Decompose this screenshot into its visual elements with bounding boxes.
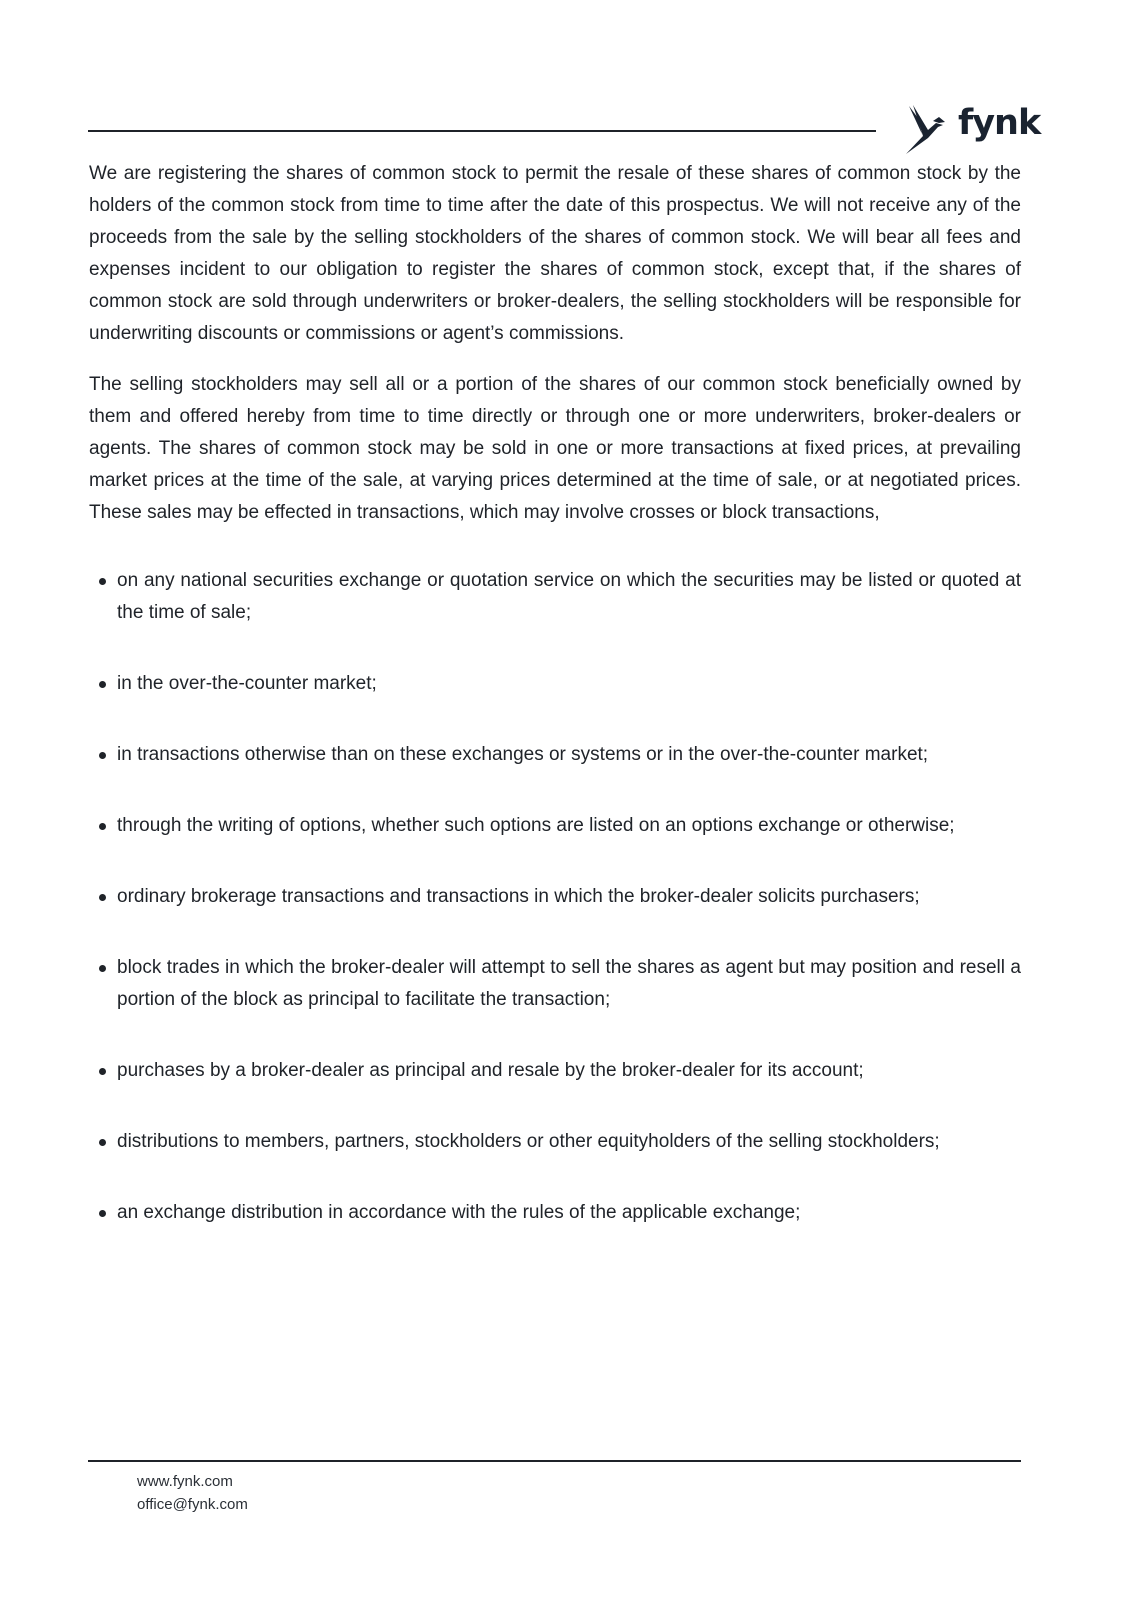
- bullet-dot-icon: [99, 894, 106, 901]
- list-item: purchases by a broker-dealer as principal and resale by the broker-dealer for its account;: [89, 1055, 1021, 1087]
- logo-wordmark: fynk: [958, 103, 1041, 143]
- bullet-dot-icon: [99, 1139, 106, 1146]
- paragraph-selling-stockholders: The selling stockholders may sell all or a portion of the shares of our common stock beneficially owned by them and offered hereby from time to time directly or through one or more underwriters, broker-dealers or agents. The shares of common stock may be sold in one or more transactions at fixed prices, at prevailing market prices at the time of the sale, at varying prices determined at the time of sale, or at negotiated prices. These sales may be effected in transactions, which may involve crosses or block transactions,: [89, 374, 1021, 523]
- bullet-dot-icon: [99, 1210, 106, 1217]
- bullet-dot-icon: [99, 752, 106, 759]
- list-item: ordinary brokerage transactions and transactions in which the broker-dealer solicits purchasers;: [89, 881, 1021, 913]
- footer-email-link[interactable]: office@fynk.com: [137, 1496, 248, 1513]
- footer-divider: [88, 1460, 1021, 1462]
- fynk-logo: [906, 104, 1046, 156]
- footer-contact: [137, 1470, 248, 1516]
- list-item: distributions to members, partners, stockholders or other equityholders of the selling stockholders;: [89, 1126, 1021, 1158]
- document-body: [89, 158, 1021, 1268]
- list-item: block trades in which the broker-dealer will attempt to sell the shares as agent but may position and resell a portion of the block as principal to facilitate the transaction;: [89, 952, 1021, 1016]
- list-item: on any national securities exchange or quotation service on which the securities may be listed or quoted at the time of sale;: [89, 565, 1021, 629]
- bullet-dot-icon: [99, 1068, 106, 1075]
- footer-website-link[interactable]: www.fynk.com: [137, 1473, 233, 1490]
- bullet-dot-icon: [99, 823, 106, 830]
- bullet-dot-icon: [99, 681, 106, 688]
- list-item: in transactions otherwise than on these exchanges or systems or in the over-the-counter market;: [89, 739, 1021, 771]
- sale-methods-list: [89, 565, 1021, 1229]
- bullet-dot-icon: [99, 578, 106, 585]
- bullet-dot-icon: [99, 965, 106, 972]
- list-item: through the writing of options, whether such options are listed on an options exchange or otherwise;: [89, 810, 1021, 842]
- header-divider: [88, 130, 876, 132]
- paragraph-registration: We are registering the shares of common stock to permit the resale of these shares of common stock by the holders of the common stock from time to time after the date of this prospectus. We will not receive any of the proceeds from the sale by the selling stockholders of the shares of common stock. We will bear all fees and expenses incident to our obligation to register the shares of common stock, except that, if the shares of common stock are sold through underwriters or broker-dealers, the selling stockholders will be responsible for underwriting discounts or commissions or agent’s commissions.: [89, 163, 1021, 344]
- bird-logo-icon: [906, 104, 956, 156]
- list-item: an exchange distribution in accordance with the rules of the applicable exchange;: [89, 1197, 1021, 1229]
- list-item: in the over-the-counter market;: [89, 668, 1021, 700]
